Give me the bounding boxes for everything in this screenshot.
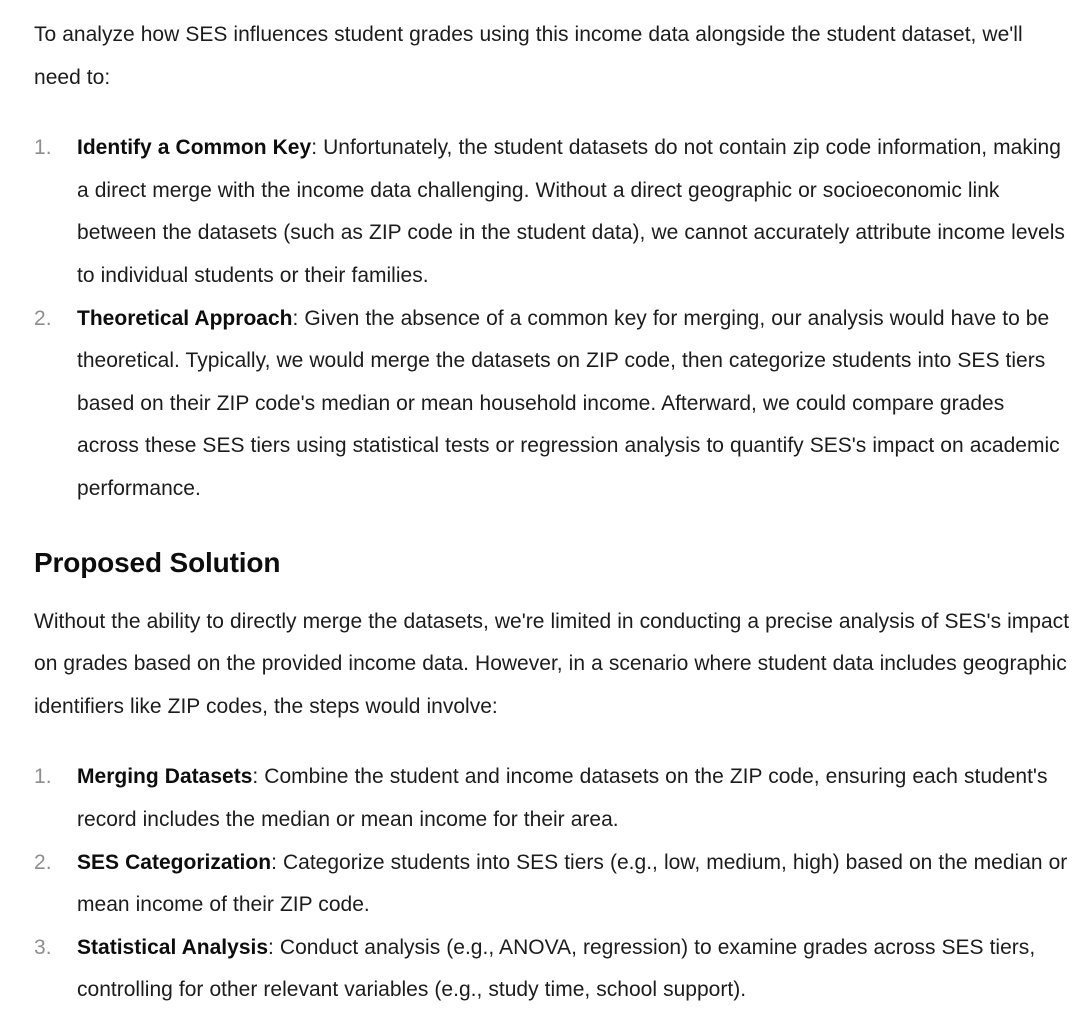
list-heading-gap: [34, 511, 1071, 545]
list-item-lead: Identify a Common Key: [77, 136, 312, 160]
intro-paragraph: To analyze how SES influences student grades using this income data alongside the student dataset, we'll need to:: [34, 23, 1023, 89]
list-item: [34, 298, 1071, 511]
list-item-body: : Categorize students into SES tiers (e.g., low, medium, high) based on the median or mean income of their ZIP code.: [77, 850, 1068, 917]
list-item: [34, 127, 1071, 297]
list-item-body: : Combine the student and income datasets on the ZIP code, ensuring each student's record includes the median or mean income for their area.: [77, 765, 1048, 831]
analysis-steps-list: [34, 127, 1071, 510]
list-item-lead: Merging Datasets: [77, 765, 253, 789]
list-item-lead: SES Categorization: [77, 850, 272, 874]
paragraph-list-gap: [34, 99, 1071, 127]
section-heading-proposed-solution: Proposed Solution: [34, 546, 281, 578]
top-spacer: [34, 0, 1071, 14]
section-paragraph: Without the ability to directly merge the datasets, we're limited in conducting a precise analysis of SES's impact on grades based on the provided income data. However, in a scenario where student data includes geographic identifiers like ZIP codes, the steps would involve:: [34, 609, 1070, 718]
list-item-body: : Given the absence of a common key for merging, our analysis would have to be theoretical. Typically, we would merge the datasets on ZIP code, then categorize students into SES tiers based on their ZIP code's median or mean household income. Afterward, we could compare grades across these SES tiers using statistical tests or regression analysis to quantify SES's impact on academic performance.: [77, 306, 1060, 500]
list-item-lead: Statistical Analysis: [77, 935, 269, 959]
list-item-body: : Unfortunately, the student datasets do not contain zip code information, making a direct merge with the income data challenging. Without a direct geographic or socioeconomic link between the datasets (such as ZIP code in the student data), we cannot accurately attribute income levels to individual students or their families.: [77, 136, 1065, 287]
list-item-body: : Conduct analysis (e.g., ANOVA, regression) to examine grades across SES tiers, controlling for other relevant variables (e.g., study time, school support).: [77, 935, 1036, 1002]
list-item-lead: Theoretical Approach: [77, 306, 293, 330]
list-item: [34, 842, 1071, 927]
proposed-steps-list: [34, 756, 1071, 1012]
heading-paragraph-gap: [34, 581, 1071, 601]
list-item: [34, 756, 1071, 841]
list-item: [34, 927, 1071, 1012]
paragraph-list-gap-2: [34, 728, 1071, 756]
